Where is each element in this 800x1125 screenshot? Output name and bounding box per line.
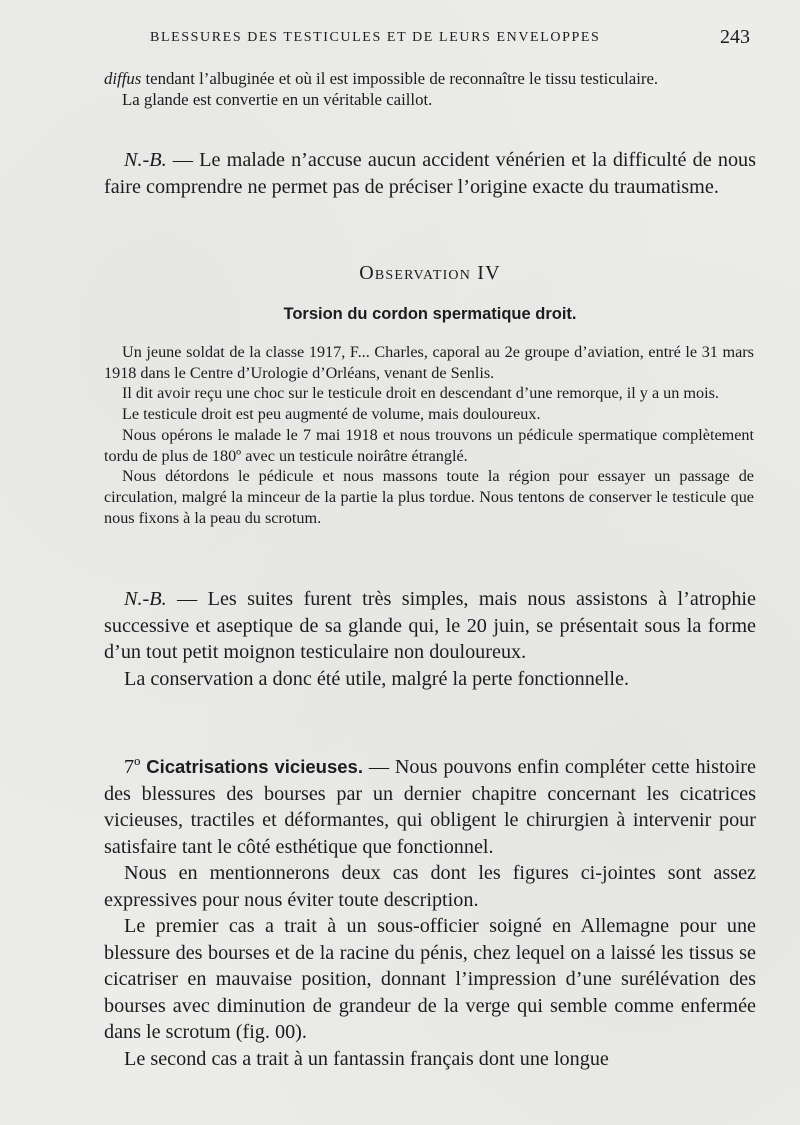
continuation-text (104, 68, 754, 110)
continuation-paragraph: diffus tendant l’albuginée et où il est impossible de reconnaître le tissu testiculaire. (104, 69, 659, 88)
nb-note-paragraph: N.-B. — Les suites furent très simples, mais nous assistons à l’atrophie successive et aseptique de sa glande qui, le 20 juin, se présentait sous la forme d’un tout petit moignon testiculaire non douloureux. (104, 588, 756, 663)
section-paragraph: Le second cas a trait à un fantassin français dont une longue (124, 1047, 609, 1070)
observation-paragraph: Nous détordons le pédicule et nous massons toute la région pour essayer un passage de circulation, malgré la minceur de la partie la plus tordue. Nous tentons de conserver le testicule que nous fixons à la peau du scrotum. (104, 467, 754, 527)
observation-body (104, 342, 754, 528)
nb-note-2 (104, 586, 756, 692)
italic-word: diffus (104, 69, 142, 88)
section-number: 7º (124, 756, 141, 778)
section-heading-paragraph: 7º Cicatrisations vicieuses. — Nous pouvons enfin compléter cette histoire des blessures des bourses par un dernier chapitre concernant les cicatrices vicieuses, tractiles et déformantes, qui obligent le chirurgien à intervenir pour satisfaire tant le côté esthétique que fonctionnel. (104, 756, 756, 858)
observation-paragraph: Le testicule droit est peu augmenté de volume, mais douloureux. (122, 405, 541, 424)
observation-paragraph: Il dit avoir reçu une choc sur le testicule droit en descendant d’une remorque, il y a un mois. (122, 384, 719, 403)
section-7 (104, 754, 756, 1072)
section-heading: Cicatrisations vicieuses. (146, 756, 363, 777)
observation-paragraph: Un jeune soldat de la classe 1917, F... Charles, caporal au 2e groupe d’aviation, entré le 31 mars 1918 dans le Centre d’Urologie d’Orléans, venant de Senlis. (104, 343, 754, 382)
section-paragraph: Le premier cas a trait à un sous-officier soigné en Allemagne pour une blessure des bourses et de la racine du pénis, chez lequel on a laissé les tissus se cicatriser en mauvaise position, donnant l’impression d’une surélévation des bourses avec diminution de grandeur de la verge qui semble comme enfermée dans le scrotum (fig. 00). (104, 915, 756, 1043)
continuation-paragraph-2: La glande est convertie en un véritable caillot. (122, 90, 433, 109)
observation-paragraph: Nous opérons le malade le 7 mai 1918 et nous trouvons un pédicule spermatique complètement tordu de plus de 180º avec un testicule noirâtre étranglé. (104, 425, 754, 465)
nb-note-1 (104, 147, 756, 200)
nb-note-paragraph: N.-B. — Le malade n’accuse aucun accident vénérien et la difficulté de nous faire comprendre ne permet pas de préciser l’origine exacte du traumatisme. (104, 149, 756, 198)
running-head-title: BLESSURES DES TESTICULES ET DE LEURS ENVELOPPES (150, 30, 601, 45)
nb-note-paragraph-2: La conservation a donc été utile, malgré la perte fonctionnelle. (124, 667, 630, 690)
nb-label: N.-B. (124, 149, 167, 171)
observation-title: Observation IV (359, 262, 501, 284)
observation-subtitle: Torsion du cordon spermatique droit. (283, 305, 577, 323)
nb-label: N.-B. (124, 588, 167, 610)
page-number: 243 (720, 26, 750, 48)
section-paragraph: Nous en mentionnerons deux cas dont les figures ci-jointes sont assez expressives pour nous éviter toute description. (104, 862, 756, 911)
